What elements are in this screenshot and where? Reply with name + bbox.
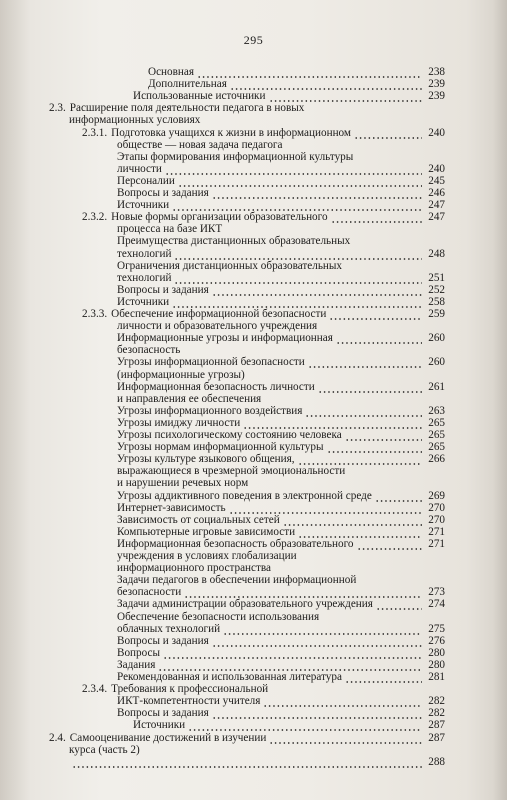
leader-dots (263, 697, 422, 707)
toc-entry (69, 756, 445, 768)
entry-title: Угрозы нормам информационной культуры (117, 441, 324, 454)
leader-dots (158, 661, 422, 671)
leader-dots (269, 92, 423, 102)
entry-title-continued: личности (117, 162, 162, 175)
page-ref: 282 (428, 695, 445, 708)
entry-continuation (69, 744, 140, 756)
toc-entry (117, 514, 445, 526)
entry-title: Источники (133, 719, 186, 732)
entry-title: Вопросы и задания (117, 707, 209, 720)
toc-entry (117, 417, 445, 429)
leader-dots (318, 383, 422, 393)
page-number: 295 (243, 33, 264, 47)
leader-dots (172, 201, 422, 211)
page-ref: 269 (428, 489, 445, 502)
toc-entry (117, 707, 445, 719)
page-ref: 246 (428, 187, 445, 199)
toc-entry (117, 284, 445, 296)
leader-dots (72, 758, 422, 768)
entry-title-continued: учреждения в условиях глобализации (117, 550, 297, 562)
entry-continuation (117, 477, 248, 489)
leader-dots (331, 213, 422, 223)
leader-dots (269, 734, 422, 744)
entry-title-continued: безопасность (117, 344, 181, 357)
page-ref: 259 (428, 308, 445, 320)
toc-entry (117, 356, 445, 368)
entry-title: Рекомендованная и использованная литература (117, 671, 342, 683)
toc-entry (133, 719, 445, 731)
entry-title: Источники (117, 295, 170, 308)
page-ref: 280 (428, 658, 445, 671)
page-ref: 270 (428, 501, 445, 514)
toc-entry (117, 187, 445, 199)
entry-title: Самооценивание достижений в изучении (69, 731, 267, 744)
toc-entry (117, 598, 445, 610)
entry-title-continued: (информационные угрозы) (117, 368, 245, 381)
entry-title: Информационная безопасность личности (117, 380, 315, 393)
entry-title-continued: и направления ее обеспечения (117, 392, 262, 405)
toc-entry (82, 308, 445, 320)
leader-dots (174, 250, 422, 260)
entry-title: Угрозы имиджу личности (117, 416, 241, 429)
page-ref: 258 (428, 295, 445, 308)
toc-entry (82, 683, 268, 695)
toc-entry (82, 127, 445, 139)
entry-continuation (117, 586, 445, 598)
leader-dots (197, 68, 422, 78)
entry-title: Персоналии (117, 174, 175, 187)
entry-title: Информационные угрозы и информационная (117, 332, 333, 345)
leader-dots (329, 310, 422, 320)
toc-entry (117, 502, 445, 514)
entry-title: Задачи педагогов в обеспечении информационной (117, 574, 357, 587)
leader-dots (298, 528, 422, 538)
toc-entry (117, 574, 356, 586)
toc-entry (117, 429, 445, 441)
entry-title: Подготовка учащихся к жизни в информационном (111, 126, 352, 139)
entry-title-continued: курса (часть 2) (69, 743, 140, 756)
page-ref: 247 (428, 211, 445, 224)
entry-title: Расширение поля деятельности педагога в новых (69, 102, 305, 115)
leader-dots (243, 419, 422, 429)
page-ref: 238 (428, 66, 445, 78)
toc-entry (148, 66, 445, 78)
page-ref: 240 (428, 126, 445, 139)
entry-title-continued: информационных условиях (69, 114, 201, 127)
page-ref: 276 (428, 634, 445, 647)
page-ref: 287 (428, 719, 445, 732)
entry-title: Угрозы аддиктивного поведения в электронной среде (117, 489, 372, 502)
page-ref: 265 (428, 429, 445, 441)
leader-dots (345, 431, 422, 441)
toc-entry (117, 235, 350, 247)
page-ref: 281 (428, 671, 445, 683)
entry-title: Вопросы и задания (117, 634, 209, 647)
entry-title: Вопросы и задания (117, 283, 209, 296)
page-ref: 265 (428, 416, 445, 429)
toc-entry (148, 78, 445, 90)
entry-title: Угрозы психологическому состоянию человека (117, 429, 342, 441)
entry-title-continued: технологий (117, 247, 172, 260)
leader-dots (165, 165, 422, 175)
page-ref: 239 (428, 90, 445, 103)
entry-title-continued: информационного пространства (117, 562, 271, 575)
page-ref: 265 (428, 441, 445, 454)
entry-title-continued: безопасности (117, 586, 182, 599)
leader-dots (212, 709, 422, 719)
entry-title: Источники (117, 199, 170, 212)
toc-entry (49, 102, 304, 114)
leader-dots (212, 286, 422, 296)
entry-title: Ограничения дистанционных образовательных (117, 259, 343, 272)
entry-title-continued: выражающиеся в чрезмерной эмоциональности (117, 465, 346, 478)
entry-continuation (117, 550, 297, 562)
entry-title: Интернет-зависимость (117, 501, 226, 514)
entry-title-continued: облачных технологий (117, 622, 221, 635)
page-ref: 240 (428, 162, 445, 175)
leader-dots (376, 600, 422, 610)
entry-title: Угрозы культуре языкового общения, (117, 453, 295, 466)
page-ref: 287 (428, 731, 445, 744)
toc-entry (49, 732, 445, 744)
page-ref: 266 (428, 453, 445, 466)
toc-entry (133, 90, 445, 102)
entry-title: Угрозы информационной безопасности (117, 356, 305, 369)
leader-dots (283, 516, 422, 526)
entry-title-continued: обществе — новая задача педагога (117, 138, 283, 151)
entry-title: Обеспечение безопасности использования (117, 610, 320, 623)
entry-continuation (117, 272, 445, 284)
leader-dots (345, 673, 422, 683)
leader-dots (336, 334, 422, 344)
section-number: 2.3. (49, 102, 66, 115)
page-ref: 247 (428, 199, 445, 212)
entry-continuation (117, 139, 283, 151)
page-edge-shadow (493, 0, 507, 800)
page-ref: 270 (428, 513, 445, 526)
entry-title: Задания (117, 658, 156, 671)
section-number: 2.3.1. (82, 126, 108, 139)
section-number: 2.3.3. (82, 308, 108, 320)
entry-title: Дополнительная (148, 78, 227, 91)
entry-title: Угрозы информационного воздействия (117, 404, 303, 417)
entry-title: Преимущества дистанционных образовательных (117, 235, 351, 248)
entry-title-continued: технологий (117, 271, 172, 284)
toc-entry (117, 151, 353, 163)
toc-entry (117, 671, 445, 683)
entry-continuation (117, 320, 317, 332)
entry-continuation (117, 393, 261, 405)
page-ref: 263 (428, 404, 445, 417)
page-ref: 271 (428, 537, 445, 550)
leader-dots (229, 504, 422, 514)
leader-dots (298, 455, 422, 465)
entry-title: Использованные источники (133, 90, 266, 103)
entry-continuation (117, 623, 445, 635)
entry-title-continued: личности и образовательного учреждения (117, 320, 318, 333)
leader-dots (305, 407, 422, 417)
entry-continuation (117, 344, 180, 356)
toc-entry (117, 296, 445, 308)
leader-dots (212, 637, 422, 647)
leader-dots (174, 274, 422, 284)
leader-dots (327, 443, 422, 453)
entry-continuation (117, 562, 271, 574)
entry-continuation (117, 223, 222, 235)
entry-continuation (69, 114, 200, 126)
page-ref: 275 (428, 622, 445, 635)
toc-entry (117, 490, 445, 502)
toc-entry (117, 526, 445, 538)
page-ref: 252 (428, 283, 445, 296)
leader-dots (308, 358, 422, 368)
entry-continuation (117, 465, 345, 477)
entry-title-continued: и нарушении речевых норм (117, 477, 249, 490)
entry-title: Зависимость от социальных сетей (117, 513, 280, 526)
leader-dots (178, 177, 422, 187)
toc-entry (117, 381, 445, 393)
toc-entry (117, 647, 445, 659)
toc-entry (117, 175, 445, 187)
leader-dots (357, 540, 422, 550)
toc-entry (117, 405, 445, 417)
entry-title: Вопросы (117, 646, 160, 659)
page-ref: 260 (428, 332, 445, 345)
page-ref: 239 (428, 78, 445, 91)
toc-entry (82, 211, 445, 223)
page-ref: 245 (428, 174, 445, 187)
page-ref: 273 (428, 586, 445, 599)
page-ref: 288 (428, 755, 445, 768)
toc-entry (117, 611, 319, 623)
entry-title: Обеспечение информационной безопасности (111, 308, 327, 320)
toc-entry (117, 538, 445, 550)
entry-title: Информационная безопасность образовательного (117, 537, 354, 550)
leader-dots (163, 649, 422, 659)
page-ref: 251 (428, 271, 445, 284)
entry-title: Вопросы и задания (117, 187, 209, 199)
leader-dots (223, 625, 422, 635)
leader-dots (375, 492, 422, 502)
page-ref: 261 (428, 380, 445, 393)
entry-continuation (117, 369, 245, 381)
toc-entry (117, 332, 445, 344)
toc-entry (117, 635, 445, 647)
entry-title: Основная (148, 66, 195, 78)
section-number: 2.4. (49, 731, 66, 744)
entry-title: Задачи администрации образовательного учреждения (117, 598, 373, 611)
leader-dots (172, 298, 422, 308)
entry-title: Требования к профессиональной (111, 683, 269, 696)
entry-continuation (117, 163, 445, 175)
toc-entry (117, 453, 445, 465)
toc-entry (117, 659, 445, 671)
page-ref: 280 (428, 646, 445, 659)
entry-continuation (117, 695, 445, 707)
page-ref: 274 (428, 598, 445, 611)
page-ref: 260 (428, 356, 445, 369)
toc-entry (117, 199, 445, 211)
entry-title: Этапы формирования информационной культуры (117, 150, 354, 163)
page-ref: 248 (428, 247, 445, 260)
leader-dots (230, 80, 422, 90)
page-ref: 282 (428, 707, 445, 720)
entry-title: Новые формы организации образовательного (111, 211, 328, 224)
toc-entry (117, 260, 342, 272)
entry-title-continued: ИКТ-компетентности учителя (117, 695, 261, 708)
leader-dots (212, 189, 422, 199)
leader-dots (188, 721, 422, 731)
entry-title: Компьютерные игровые зависимости (117, 525, 296, 538)
toc-entry (117, 441, 445, 453)
leader-dots (354, 129, 422, 139)
entry-title-continued: процесса на базе ИКТ (117, 223, 223, 236)
page-ref: 271 (428, 525, 445, 538)
section-number: 2.3.4. (82, 683, 108, 696)
entry-continuation (117, 248, 445, 260)
section-number: 2.3.2. (82, 211, 108, 224)
leader-dots (184, 588, 422, 598)
